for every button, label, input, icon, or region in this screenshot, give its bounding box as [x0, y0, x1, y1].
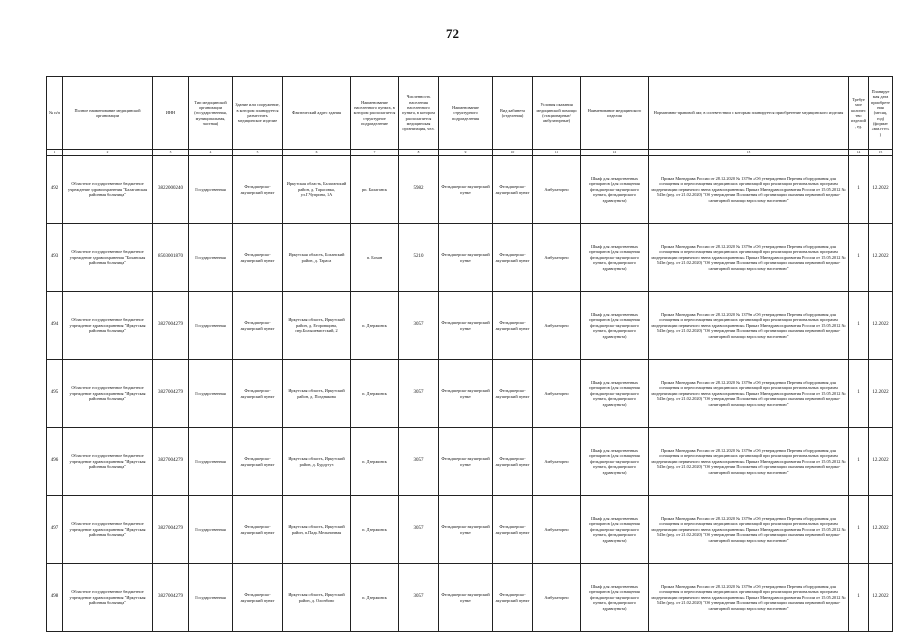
row-number: 497	[47, 496, 63, 564]
address: Иркутская область, Иркутский район, д. Бурдугуз	[283, 428, 351, 496]
organization-type: Государственная	[189, 292, 233, 360]
device-name: Шкаф для лекарственных препаратов (для оснащения фельдшерско-акушерского пункта, фельдшерского здравпункта)	[581, 156, 649, 224]
address: Иркутская область, Иркутский район, д. Позднякова	[283, 360, 351, 428]
header-row	[47, 77, 893, 150]
quantity: 1	[849, 156, 869, 224]
care-conditions: Амбулаторно	[533, 496, 581, 564]
address: Иркутская область, Боханский район, д. Тараса	[283, 224, 351, 292]
inn: 3827004279	[153, 496, 189, 564]
organization-name: Областное государственное бюджетное учреждение здравоохранения "Иркутская районная больница"	[63, 292, 153, 360]
quantity: 1	[849, 564, 869, 632]
legal-act: Приказ Минздрава России от 28.12.2020 № 1379н «Об утверждении Перечня оборудования для оснащения и переоснащения медицинских организаций при реализации региональных программ модернизации первичного звена здравоохранения» Приказ Минздравсоцразвития России от 15.05.2012 № 543н (ред. от 21.02.2020) "Об утверждении Положения об организации оказания первичной медико-санитарной помощи взрослому населению"	[649, 564, 849, 632]
population: 3057	[399, 360, 439, 428]
column-number: 11	[533, 150, 581, 156]
care-conditions: Амбулаторно	[533, 564, 581, 632]
quantity: 1	[849, 292, 869, 360]
settlement: п. Дзержинск	[351, 292, 399, 360]
building: Фельдшерско-акушерский пункт	[233, 292, 283, 360]
header-cell: Фактический адрес здания	[283, 77, 351, 150]
inn: 3827004279	[153, 292, 189, 360]
organization-name: Областное государственное бюджетное учреждение здравоохранения "Иркутская районная больница"	[63, 428, 153, 496]
planned-date: 12.2022	[869, 428, 893, 496]
settlement: п. Дзержинск	[351, 496, 399, 564]
header-cell: Планируемая дата приобретения (месяц, год) (формат «мм.гггг»)	[869, 77, 893, 150]
legal-act: Приказ Минздрава России от 28.12.2020 № 1379н «Об утверждении Перечня оборудования для оснащения и переоснащения медицинских организаций при реализации региональных программ модернизации первичного звена здравоохранения» Приказ Минздравсоцразвития России от 15.05.2012 № 543н (ред. от 21.02.2020) "Об утверждении Положения об организации оказания первичной медико-санитарной помощи взрослому населению"	[649, 360, 849, 428]
legal-act: Приказ Минздрава России от 28.12.2020 № 1379н «Об утверждении Перечня оборудования для оснащения и переоснащения медицинских организаций при реализации региональных программ модернизации первичного звена здравоохранения» Приказ Минздравсоцразвития России от 15.05.2012 № 543н (ред. от 21.02.2020) "Об утверждении Положения об организации оказания первичной медико-санитарной помощи взрослому населению"	[649, 496, 849, 564]
planned-date: 12.2022	[869, 224, 893, 292]
cabinet-type: Фельдшерско-акушерский пункт	[493, 496, 533, 564]
planned-date: 12.2022	[869, 360, 893, 428]
table-row	[47, 360, 893, 428]
care-conditions: Амбулаторно	[533, 428, 581, 496]
page-number: 72	[446, 26, 459, 41]
column-number: 7	[351, 150, 399, 156]
structural-unit: Фельдшерско-акушерский пункт	[439, 292, 493, 360]
settlement: п. Дзержинск	[351, 360, 399, 428]
column-number: 6	[283, 150, 351, 156]
column-number: 13	[649, 150, 849, 156]
organization-type: Государственная	[189, 428, 233, 496]
population: 5982	[399, 156, 439, 224]
organization-name: Областное государственное бюджетное учреждение здравоохранения "Иркутская районная больница"	[63, 564, 153, 632]
structural-unit: Фельдшерско-акушерский пункт	[439, 156, 493, 224]
care-conditions: Амбулаторно	[533, 224, 581, 292]
legal-act: Приказ Минздрава России от 28.12.2020 № 1379н «Об утверждении Перечня оборудования для оснащения и переоснащения медицинских организаций при реализации региональных программ модернизации первичного звена здравоохранения» Приказ Минздравсоцразвития России от 15.05.2012 № 543н (ред. от 21.02.2020) "Об утверждении Положения об организации оказания первичной медико-санитарной помощи взрослому населению"	[649, 224, 849, 292]
column-number: 2	[63, 150, 153, 156]
address: Иркутская область, Иркутский район, д. Олонбово	[283, 564, 351, 632]
device-name: Шкаф для лекарственных препаратов (для оснащения фельдшерско-акушерского пункта, фельдшерского здравпункта)	[581, 564, 649, 632]
header-cell: Численность населения населенного пункта, в котором располагается медицинская организация, чел.	[399, 77, 439, 150]
column-number: 14	[849, 150, 869, 156]
header-cell: Нормативно-правовой акт, в соответствии с которым планируется приобретение медицинского изделия	[649, 77, 849, 150]
organization-type: Государственная	[189, 360, 233, 428]
structural-unit: Фельдшерско-акушерский пункт	[439, 496, 493, 564]
equipment-register-table	[46, 76, 893, 632]
cabinet-type: Фельдшерско-акушерский пункт	[493, 360, 533, 428]
device-name: Шкаф для лекарственных препаратов (для оснащения фельдшерско-акушерского пункта, фельдшерского здравпункта)	[581, 360, 649, 428]
header-cell: Требуемое количество изделий, ед.	[849, 77, 869, 150]
address: Иркутская область, Иркутский район, п.Падь Мельничная	[283, 496, 351, 564]
table-row	[47, 428, 893, 496]
cabinet-type: Фельдшерско-акушерский пункт	[493, 292, 533, 360]
inn: 8503001870	[153, 224, 189, 292]
column-number: 8	[399, 150, 439, 156]
population: 3057	[399, 428, 439, 496]
organization-name: Областное государственное бюджетное учреждение здравоохранения "Иркутская районная больница"	[63, 360, 153, 428]
inn: 3827004279	[153, 564, 189, 632]
building: Фельдшерско-акушерский пункт	[233, 428, 283, 496]
organization-name: Областное государственное бюджетное учреждение здравоохранения "Иркутская районная больница"	[63, 496, 153, 564]
column-number: 10	[493, 150, 533, 156]
building: Фельдшерско-акушерский пункт	[233, 496, 283, 564]
organization-type: Государственная	[189, 156, 233, 224]
table-row	[47, 224, 893, 292]
header-cell: Здание или сооружение, в котором планируется разместить медицинское изделие	[233, 77, 283, 150]
building: Фельдшерско-акушерский пункт	[233, 564, 283, 632]
row-number: 496	[47, 428, 63, 496]
device-name: Шкаф для лекарственных препаратов (для оснащения фельдшерско-акушерского пункта, фельдшерского здравпункта)	[581, 428, 649, 496]
column-number: 1	[47, 150, 63, 156]
structural-unit: Фельдшерско-акушерский пункт	[439, 564, 493, 632]
population: 3057	[399, 292, 439, 360]
population: 3057	[399, 564, 439, 632]
inn: 3827004279	[153, 428, 189, 496]
cabinet-type: Фельдшерско-акушерский пункт	[493, 156, 533, 224]
quantity: 1	[849, 496, 869, 564]
planned-date: 12.2022	[869, 156, 893, 224]
header-cell: Условия оказания медицинской помощи (стационарные/амбулаторные)	[533, 77, 581, 150]
column-number: 15	[869, 150, 893, 156]
header-cell: Наименование населенного пункта, в котором располагается структурное подразделение	[351, 77, 399, 150]
organization-type: Государственная	[189, 564, 233, 632]
care-conditions: Амбулаторно	[533, 292, 581, 360]
device-name: Шкаф для лекарственных препаратов (для оснащения фельдшерско-акушерского пункта, фельдшерского здравпункта)	[581, 292, 649, 360]
header-cell: ИНН	[153, 77, 189, 150]
organization-type: Государственная	[189, 224, 233, 292]
building: Фельдшерско-акушерский пункт	[233, 360, 283, 428]
population: 5210	[399, 224, 439, 292]
building: Фельдшерско-акушерский пункт	[233, 224, 283, 292]
settlement: п. Дзержинск	[351, 428, 399, 496]
structural-unit: Фельдшерско-акушерский пункт	[439, 360, 493, 428]
settlement: рп. Балаганск	[351, 156, 399, 224]
structural-unit: Фельдшерско-акушерский пункт	[439, 224, 493, 292]
header-cell: Вид кабинета (отделения)	[493, 77, 533, 150]
care-conditions: Амбулаторно	[533, 360, 581, 428]
organization-type: Государственная	[189, 496, 233, 564]
quantity: 1	[849, 224, 869, 292]
planned-date: 12.2022	[869, 292, 893, 360]
table-row	[47, 292, 893, 360]
organization-name: Областное государственное бюджетное учреждение здравоохранения "Боханская районная больница"	[63, 224, 153, 292]
inn: 3822000240	[153, 156, 189, 224]
population: 3057	[399, 496, 439, 564]
building: Фельдшерско-акушерский пункт	[233, 156, 283, 224]
header-cell: Наименование структурного подразделения	[439, 77, 493, 150]
settlement: п. Дзержинск	[351, 564, 399, 632]
table-row	[47, 156, 893, 224]
column-number: 12	[581, 150, 649, 156]
cabinet-type: Фельдшерско-акушерский пункт	[493, 224, 533, 292]
row-number: 495	[47, 360, 63, 428]
cabinet-type: Фельдшерско-акушерский пункт	[493, 428, 533, 496]
structural-unit: Фельдшерско-акушерский пункт	[439, 428, 493, 496]
table-row	[47, 496, 893, 564]
settlement: п. Бохан	[351, 224, 399, 292]
column-number: 4	[189, 150, 233, 156]
column-number: 5	[233, 150, 283, 156]
quantity: 1	[849, 360, 869, 428]
device-name: Шкаф для лекарственных препаратов (для оснащения фельдшерско-акушерского пункта, фельдшерского здравпункта)	[581, 224, 649, 292]
inn: 3827004279	[153, 360, 189, 428]
table-row	[47, 564, 893, 632]
row-number: 498	[47, 564, 63, 632]
header-cell: Тип медицинской организации (государственная, муниципальная, частная)	[189, 77, 233, 150]
row-number: 494	[47, 292, 63, 360]
device-name: Шкаф для лекарственных препаратов (для оснащения фельдшерско-акушерского пункта, фельдшерского здравпункта)	[581, 496, 649, 564]
quantity: 1	[849, 428, 869, 496]
header-cell: Полное наименование медицинской организации	[63, 77, 153, 150]
legal-act: Приказ Минздрава России от 28.12.2020 № 1379н «Об утверждении Перечня оборудования для оснащения и переоснащения медицинских организаций при реализации региональных программ модернизации первичного звена здравоохранения» Приказ Минздравсоцразвития России от 15.05.2012 № 543н (ред. от 21.02.2020) "Об утверждении Положения об организации оказания первичной медико-санитарной помощи взрослому населению"	[649, 428, 849, 496]
care-conditions: Амбулаторно	[533, 156, 581, 224]
header-cell: Наименование медицинского изделия	[581, 77, 649, 150]
column-number: 3	[153, 150, 189, 156]
planned-date: 12.2022	[869, 564, 893, 632]
header-cell: № п/п	[47, 77, 63, 150]
column-number: 9	[439, 150, 493, 156]
address: Иркутская область, Иркутский район, д. Егоровщина, пер.Большевистский, 2	[283, 292, 351, 360]
row-number: 493	[47, 224, 63, 292]
row-number: 492	[47, 156, 63, 224]
address: Иркутская область, Балаганский район, д. Тарасовка, ул.Г.Чуприна, 1А	[283, 156, 351, 224]
legal-act: Приказ Минздрава России от 28.12.2020 № 1379н «Об утверждении Перечня оборудования для оснащения и переоснащения медицинских организаций при реализации региональных программ модернизации первичного звена здравоохранения» Приказ Минздравсоцразвития России от 15.05.2012 № 543н (ред. от 21.02.2020) "Об утверждении Положения об организации оказания первичной медико-санитарной помощи взрослому населению"	[649, 292, 849, 360]
organization-name: Областное государственное бюджетное учреждение здравоохранения "Балаганская районная больница"	[63, 156, 153, 224]
planned-date: 12.2022	[869, 496, 893, 564]
cabinet-type: Фельдшерско-акушерский пункт	[493, 564, 533, 632]
legal-act: Приказ Минздрава России от 28.12.2020 № 1379н «Об утверждении Перечня оборудования для оснащения и переоснащения медицинских организаций при реализации региональных программ модернизации первичного звена здравоохранения» Приказ Минздравсоцразвития России от 15.05.2012 № 543н (ред. от 21.02.2020) "Об утверждении Положения об организации оказания первичной медико-санитарной помощи взрослому населению"	[649, 156, 849, 224]
